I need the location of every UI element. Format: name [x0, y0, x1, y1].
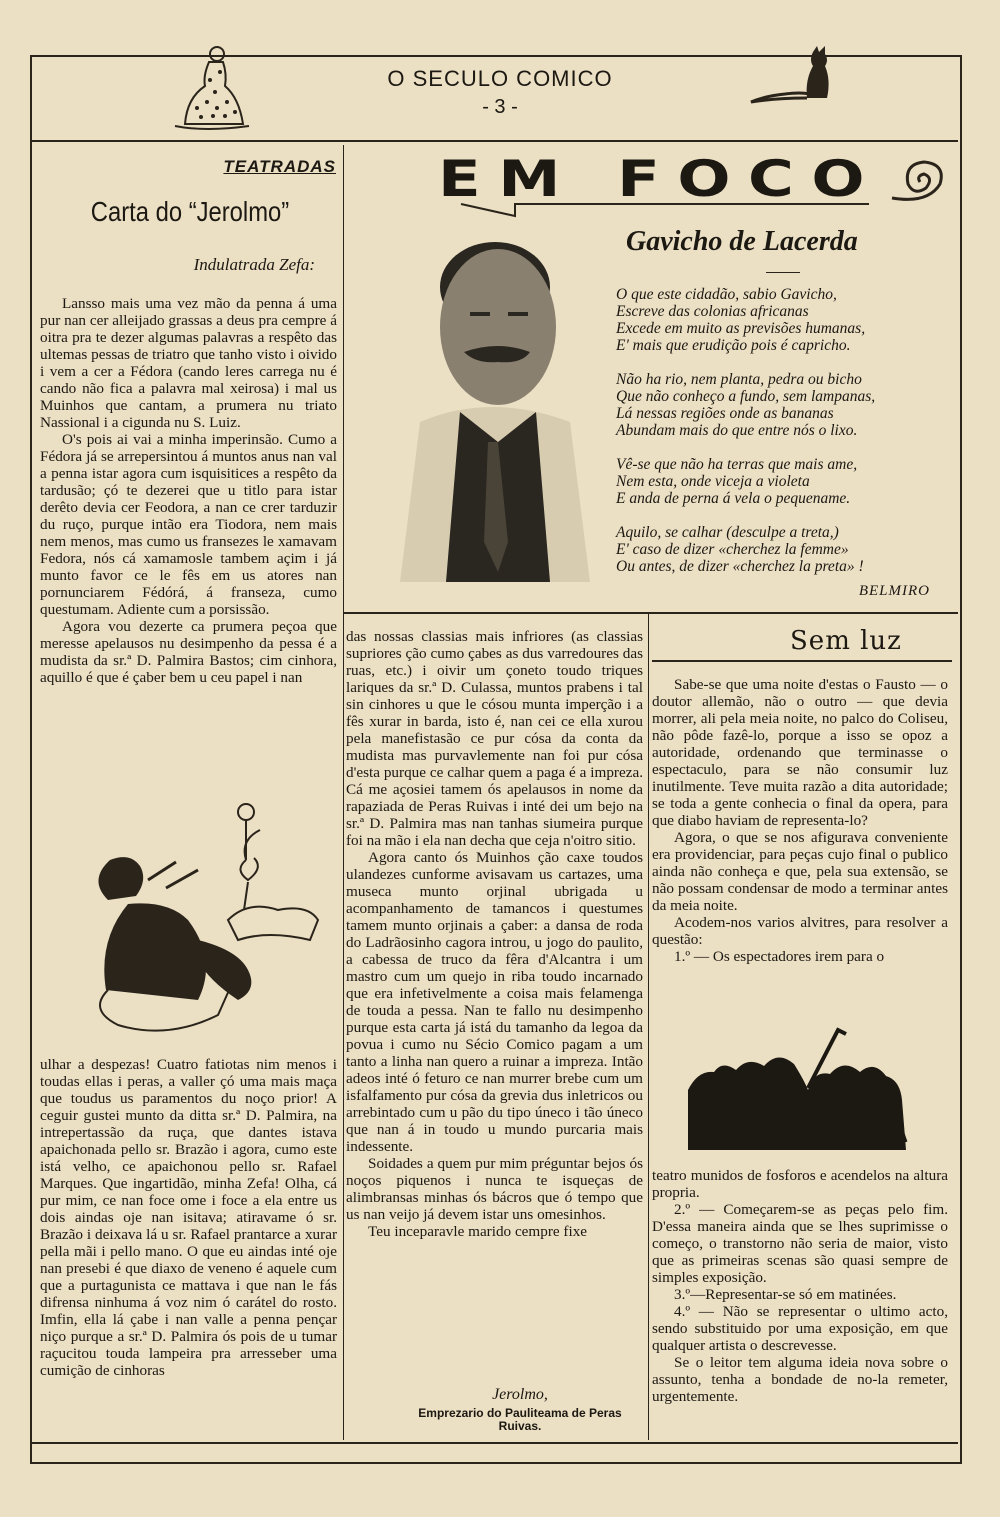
verse-line: Escreve das colonias africanas [616, 303, 809, 320]
sem-luz-title: Sem luz [790, 626, 902, 656]
paragraph: Se o leitor tem alguma ideia nova sobre o assunto, tenha a bondade de no-la remeter, urgentemente. [652, 1354, 948, 1405]
verse-line: Que não conheço a fundo, sem lampanas, [616, 388, 876, 405]
verse-line: Vê-se que não ha terras que mais ame, [616, 456, 858, 473]
verse-line: E anda de perna á vela o pequename. [616, 490, 851, 507]
paragraph: 1.º — Os espectadores irem para o [674, 948, 885, 965]
header-rule [32, 140, 958, 142]
paragraph: 4.º — Não se representar o ultimo acto, sendo substituido por uma exposição, em que qualquer artista o descrevesse. [652, 1303, 948, 1354]
theatre-cartoon-illustration [48, 800, 338, 1045]
article-title: Carta do “Jerolmo” [90, 196, 290, 227]
footer-rule [32, 1442, 958, 1444]
paragraph: Agora canto ós Muinhos ção caxe toudos ulandezes cunforme avisavam us cartazes, uma museca munto orjinal ubrigada u acompanhamento de tamancos i questumes tamem munto orjinais a çaber: a dansa de roda do Ladrãosinho cagora introu, u jogo do paulito, a cabessa de truco da fêra d'Alcantra i um mastro cum um quejo in riba toudo incarnado que era infetivelmente a coisa mais felamenga de touda a pessa. Nan te fallo nu desimpenho purque esta carta já istá du tamanho da legoa da povua i cumo nu Sécio Comico pagam a um tanto a linha nan quero a ruinar a impreza. Intão adeos inté ó feturo ce nan murrer brebe cum um isfalfamento pur cósa da grevia dus inletricos ou arrebintado cum u pão du tipo úneco i tão úneco que nan á in toudo u mundo purcaria mais indessente. [346, 849, 643, 1155]
signature-role: Emprezario do Pauliteama de Peras Ruivas. [418, 1406, 622, 1433]
stanza [616, 456, 946, 507]
paragraph: ulhar a despezas! Cuatro fatiotas nim menos i toudas ellas i peras, a valler çó uma mais maça que toudus us paramentos du noço prior! A ceguir gustei munto da ditta sr.ª D. Palmira, na intrepertassão da ruça, que dantes istava apaichonada pello sr. Brazão i agora, cumo este istá velho, ce apaichonou pello sr. Rafael Marques. Que ingartidão, minha Zefa! Olha, cá pur mim, ce nan foce ome i foce a ela entre us dois aindas oje nan isitava; atiravame ó sr. Brazão i deixava lá u sr. Rafael prantarce a xurar pella mãi i pello mano. O que eu aindas inté oje nan presebi é que diaxo de veneno é aquele cum que a purtagunista ce mattava i que nan le fás difrensa ninhuma á voz nim ó carátel do rosto. Imfin, ella lá çabe i nan valle a penna pençar niço purque a sr.ª D. Palmira ós pois de u tumar raçucitou touda lampeira pra arresseber uma cumição de cinhoras [40, 1056, 337, 1379]
right-column-top [652, 676, 948, 965]
verse-line: Ou antes, de dizer «cherchez la preta» ! [616, 558, 864, 575]
left-column-top [40, 295, 337, 686]
stanza [616, 524, 946, 575]
stanza [616, 371, 946, 439]
greeting: Indulatrada Zefa: [193, 255, 315, 274]
swirl-ornament-icon [888, 158, 946, 206]
verse-line: E' caso de dizer «cherchez la femme» [616, 541, 849, 558]
poem-author: BELMIRO [858, 583, 930, 599]
portrait-photo [380, 212, 610, 582]
verse-line: O que este cidadão, sabio Gavicho, [616, 286, 837, 303]
right-column-bottom [652, 1167, 948, 1405]
poem-title: Gavicho de Lacerda [626, 226, 858, 257]
poem [616, 286, 946, 592]
paragraph: teatro munidos de fosforos e acendelos na altura propria. [652, 1167, 948, 1201]
em-foco-banner: EM FOCO [438, 150, 882, 208]
verse-line: E' mais que erudição pois é capricho. [616, 337, 851, 354]
paragraph: Sabe-se que uma noite d'estas o Fausto — o doutor allemão, não o outro — que devia morrer, ali pela meia noite, no palco do Coliseu, não pôde fazê-lo, porque a isso se opoz a autoridade, ordenando que terminasse o espectaculo, para se não consumir luz inutilmente. Teve muita razão a dita autoridade; se toda a gente conhecia o final da opera, para que diabo haviam de representa-lo? [652, 676, 948, 829]
cat-illustration-icon [745, 44, 835, 110]
newspaper-title: O SECULO COMICO [387, 66, 613, 91]
verse-line: Não ha rio, nem planta, pedra ou bicho [616, 371, 862, 388]
paragraph: Lansso mais uma vez mão da penna á uma pur nan cer alleijado grassas a deus pra cempre á oitra pra te dezer algumas palavras a respêto das ultemas pessas de triatro que tanho visto i oivido i vem a cer a Fédora (cando leres carrega nu é cando não fica a palavra mal xeirosa) i mal us Muinhos que cantam, a prumera nu triato Nassional i a cigunda nu S. Luiz. [40, 295, 337, 431]
paragraph: O's pois ai vai a minha imperinsão. Cumo a Fédora já se arrepersintou á muntos anus nan val a penna istar agora cum isquisitices a respêto da tardusão; çó te dezerei que u titlo para istar derêto devia cer Feodora, a nan ce crer tarduzir du ruço, purque intão era Tiodora, nem mais nem menos, mas cumo us fransezes le xamavam Fedora, nós cá xamamosle tambem açim i já munto favor ce le fês em us atores nan pornunciarem Fédórá, á franseza, cumo questumam. Adiente cum a porsissão. [40, 431, 337, 618]
verse-line: Aquilo, se calhar (desculpe a treta,) [616, 524, 839, 541]
verse-line: Nem esta, onde viceja a violeta [616, 473, 810, 490]
column-divider [648, 614, 649, 1440]
verse-line: Excede em muito as previsões humanas, [616, 320, 866, 337]
verse-line: Abundam mais do que entre nós o lixo. [616, 422, 858, 439]
column-divider [343, 145, 344, 1440]
middle-column [346, 628, 643, 1240]
paragraph: Agora vou dezerte ca prumera peçoa que meresse apelausos nu desimpenho da pessa é a mudista da sr.ª D. Palmira Bastos; cim cinhora, aquillo é que é çaber bem u ceu papel i nan [40, 618, 337, 686]
paragraph: Agora, o que se nos afigurava conveniente era providenciar, para peças cujo final o publico ainda não conheça e que, pela sua extensão, se não possam condensar de modo a terminar antes da meia noite. [652, 829, 948, 914]
title-rule [766, 272, 800, 273]
paragraph: das nossas classias mais infriores (as classias supriores ção cumo çabes as dus varredoures das ruas, etc.) i oivir um çoneto toudo triques lariques da sr.ª D. Culassa, muntos prabens i tal sin cinhores u que le cósou munta imperção i a fês xurar in barda, isto é, nan cei ce ella xurou pela manefistasão ce pur cósa da conta da mudista mas purvavlemente nan foi pur cósa d'esta purque ce calhar quem a paga é a impreza. Cá me açosiei tamem ós apelausos in nome da rapaziada de Peras Ruivas i inté dei um bejo na sr.ª D. Palmira mas nan tanhas siumeira purque foi na mão i ela nan decha que ceja n'oitro sitio. [346, 628, 643, 849]
em-foco-bottom-rule [344, 612, 958, 614]
paragraph: Soidades a quem pur mim préguntar bejos ós noços piquenos i nunca te isqueças de alimbransas minhas ós bácros que ó tempo que us nan veijo já devem istar uns omesinhos. [346, 1155, 643, 1223]
stanza [616, 286, 946, 354]
lady-illustration-icon [165, 42, 255, 134]
signature: Jerolmo, [492, 1386, 548, 1403]
paragraph: Acodem-nos varios alvitres, para resolver a questão: [652, 914, 948, 948]
verse-line: Lá nessas regiões onde as bananas [616, 405, 834, 422]
sem-luz-rule [652, 660, 952, 662]
paragraph: Teu inceparavle marido cempre fixe [368, 1223, 588, 1240]
section-label: TEATRADAS [223, 157, 336, 176]
audience-silhouette-illustration [688, 1020, 913, 1150]
paragraph: 3.º—Representar-se só em matinées. [674, 1286, 897, 1303]
paragraph: 2.º — Começarem-se as peças pelo fim. D'essa maneira ainda que se lhes suprimisse o começo, o transtorno não seria de maior, visto que as primeiras scenas são quasi sempre de simples exposição. [652, 1201, 948, 1286]
page-number: - 3 - [482, 96, 518, 118]
left-column-bottom [40, 1056, 337, 1379]
